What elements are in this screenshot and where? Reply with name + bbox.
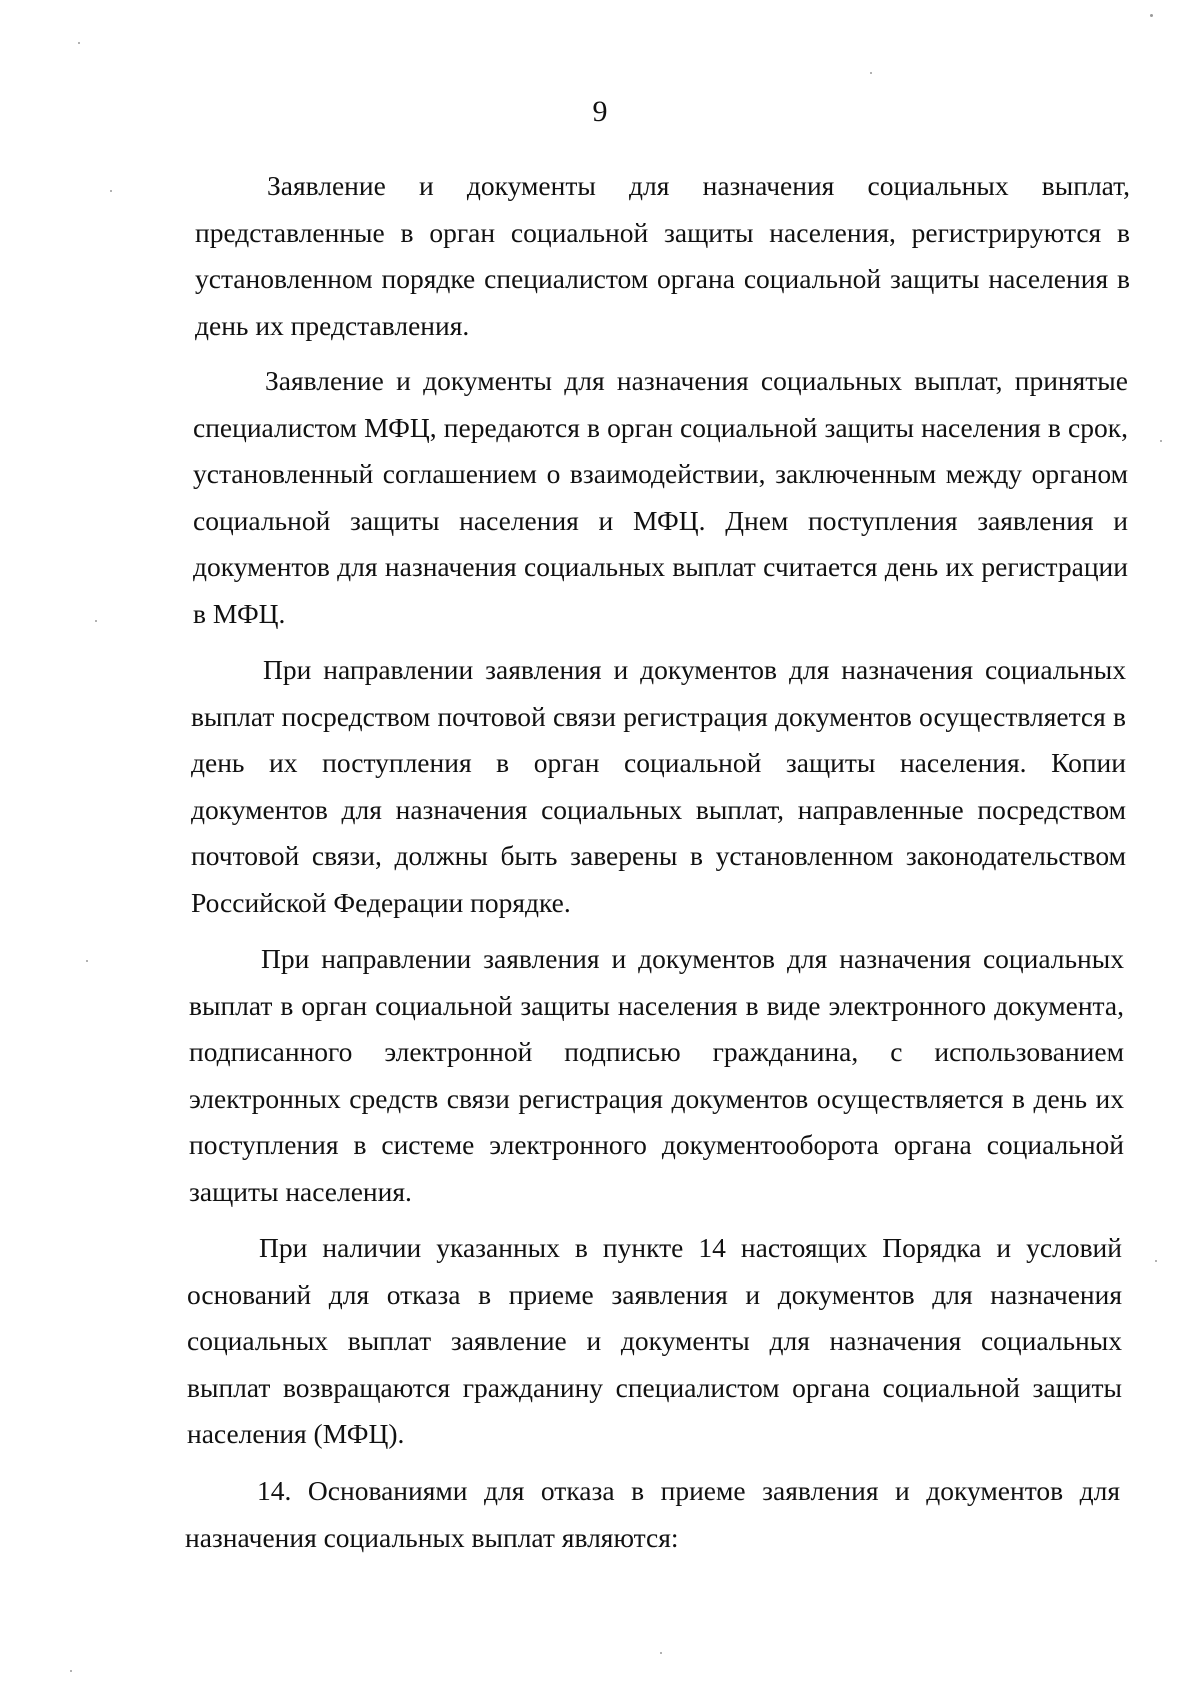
paragraph-text: При наличии указанных в пункте 14 настоящих Порядка и условий оснований для отказа в приеме заявления и документов для назначения социальных выплат заявление и документы для назначения социальных выплат возвращаются гражданину специалистом органа социальной защиты населения (МФЦ).: [187, 1232, 1122, 1450]
scan-speck: [1160, 440, 1162, 442]
paragraph-text: 14. Основаниями для отказа в приеме заявления и документов для назначения социальных выплат являются:: [185, 1475, 1120, 1553]
paragraph-text: Заявление и документы для назначения социальных выплат, представленные в орган социальной защиты населения, регистрируются в установленном порядке специалистом органа социальной защиты населения в день их представления.: [195, 170, 1130, 341]
paragraph-text: При направлении заявления и документов для назначения социальных выплат посредством почтовой связи регистрация документов осуществляется в день их поступления в орган социальной защиты населения. Копии документов для назначения социальных выплат, направленные посредством почтовой связи, должны быть заверены в установленном законодательством Российской Федерации порядке.: [191, 654, 1126, 918]
paragraph-4: [189, 936, 1124, 1216]
paragraph-6: [185, 1468, 1120, 1561]
scan-speck: [95, 620, 97, 622]
paragraph-3: [191, 647, 1126, 927]
paragraph-2: [193, 358, 1128, 638]
scan-speck: [70, 1670, 72, 1672]
paragraph-5: [187, 1225, 1122, 1458]
paragraph-1: [195, 163, 1130, 349]
scan-speck: [660, 1652, 662, 1654]
scan-speck: [1150, 14, 1153, 17]
scan-speck: [1155, 1260, 1157, 1262]
paragraph-text: Заявление и документы для назначения социальных выплат, принятые специалистом МФЦ, передаются в орган социальной защиты населения в срок, установленный соглашением о взаимодействии, заключенным между органом социальной защиты населения и МФЦ. Днем поступления заявления и документов для назначения социальных выплат считается день их регистрации в МФЦ.: [193, 365, 1128, 629]
scan-speck: [86, 960, 88, 962]
paragraph-text: При направлении заявления и документов для назначения социальных выплат в орган социальной защиты населения в виде электронного документа, подписанного электронной подписью гражданина, с использованием электронных средств связи регистрация документов осуществляется в день их поступления в системе электронного документооборота органа социальной защиты населения.: [189, 943, 1124, 1207]
scan-speck: [78, 42, 80, 44]
scan-speck: [110, 190, 112, 192]
scan-speck: [870, 72, 872, 74]
page-number: 9: [592, 95, 608, 128]
